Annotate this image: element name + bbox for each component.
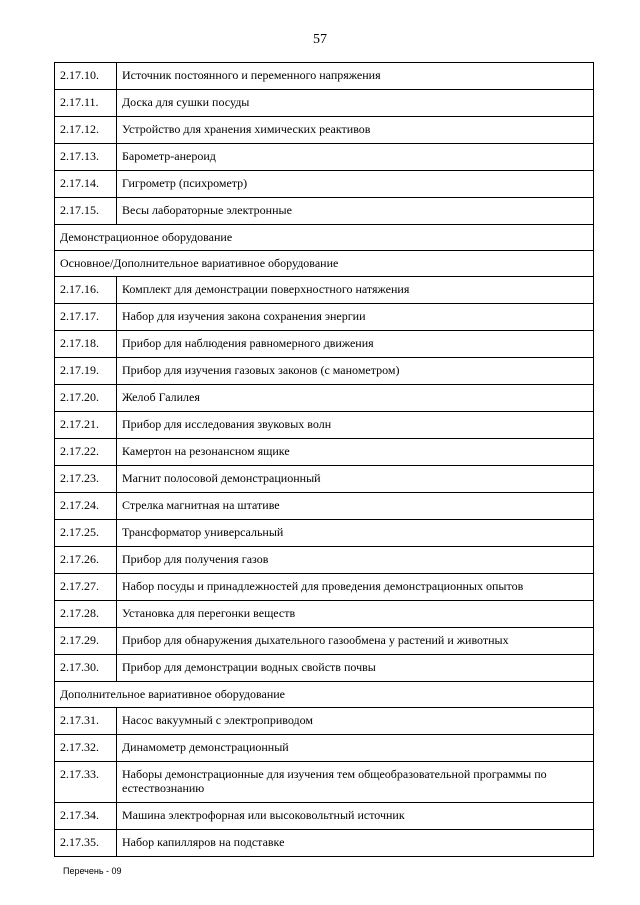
item-number: 2.17.10. — [55, 63, 117, 90]
table-row — [55, 358, 594, 385]
item-name: Прибор для обнаружения дыхательного газообмена у растений и животных — [117, 628, 594, 655]
table-row — [55, 708, 594, 735]
table-row — [55, 493, 594, 520]
item-name: Стрелка магнитная на штативе — [117, 493, 594, 520]
footer-label: Перечень - 09 — [63, 866, 122, 876]
item-name: Магнит полосовой демонстрационный — [117, 466, 594, 493]
item-name: Источник постоянного и переменного напряжения — [117, 63, 594, 90]
item-name: Прибор для получения газов — [117, 547, 594, 574]
table-row — [55, 63, 594, 90]
item-name: Насос вакуумный с электроприводом — [117, 708, 594, 735]
item-name: Машина электрофорная или высоковольтный источник — [117, 803, 594, 830]
item-name: Камертон на резонансном ящике — [117, 439, 594, 466]
item-number: 2.17.30. — [55, 655, 117, 682]
item-name: Установка для перегонки веществ — [117, 601, 594, 628]
item-name: Весы лабораторные электронные — [117, 198, 594, 225]
page-number: 57 — [313, 32, 327, 47]
item-name: Устройство для хранения химических реактивов — [117, 117, 594, 144]
item-number: 2.17.13. — [55, 144, 117, 171]
item-number: 2.17.25. — [55, 520, 117, 547]
item-name: Прибор для наблюдения равномерного движения — [117, 331, 594, 358]
equipment-table — [54, 62, 594, 857]
item-name: Комплект для демонстрации поверхностного натяжения — [117, 277, 594, 304]
table-row — [55, 277, 594, 304]
item-number: 2.17.27. — [55, 574, 117, 601]
item-number: 2.17.14. — [55, 171, 117, 198]
item-name: Гигрометр (психрометр) — [117, 171, 594, 198]
item-name: Прибор для изучения газовых законов (с манометром) — [117, 358, 594, 385]
table-row — [55, 520, 594, 547]
item-number: 2.17.23. — [55, 466, 117, 493]
item-number: 2.17.20. — [55, 385, 117, 412]
item-number: 2.17.11. — [55, 90, 117, 117]
table-row — [55, 198, 594, 225]
table-row — [55, 466, 594, 493]
table-row — [55, 628, 594, 655]
item-name: Набор для изучения закона сохранения энергии — [117, 304, 594, 331]
section-header-row — [55, 251, 594, 277]
item-number: 2.17.29. — [55, 628, 117, 655]
item-name: Прибор для исследования звуковых волн — [117, 412, 594, 439]
table-row — [55, 412, 594, 439]
item-name: Желоб Галилея — [117, 385, 594, 412]
table-row — [55, 117, 594, 144]
item-number: 2.17.17. — [55, 304, 117, 331]
table-row — [55, 574, 594, 601]
item-name: Барометр-анероид — [117, 144, 594, 171]
item-number: 2.17.15. — [55, 198, 117, 225]
item-number: 2.17.21. — [55, 412, 117, 439]
table-row — [55, 331, 594, 358]
item-number: 2.17.24. — [55, 493, 117, 520]
section-header-text: Демонстрационное оборудование — [55, 225, 594, 251]
item-number: 2.17.32. — [55, 735, 117, 762]
section-header-row — [55, 682, 594, 708]
item-name: Доска для сушки посуды — [117, 90, 594, 117]
item-number: 2.17.26. — [55, 547, 117, 574]
table-row — [55, 803, 594, 830]
item-number: 2.17.12. — [55, 117, 117, 144]
table-row — [55, 144, 594, 171]
item-number: 2.17.34. — [55, 803, 117, 830]
item-number: 2.17.19. — [55, 358, 117, 385]
table-row — [55, 830, 594, 857]
item-number: 2.17.33. — [55, 762, 117, 803]
item-number: 2.17.18. — [55, 331, 117, 358]
table-row — [55, 762, 594, 803]
item-number: 2.17.31. — [55, 708, 117, 735]
table-row — [55, 171, 594, 198]
table-row — [55, 304, 594, 331]
item-name: Трансформатор универсальный — [117, 520, 594, 547]
section-header-text: Основное/Дополнительное вариативное оборудование — [55, 251, 594, 277]
item-number: 2.17.28. — [55, 601, 117, 628]
item-number: 2.17.22. — [55, 439, 117, 466]
section-header-text: Дополнительное вариативное оборудование — [55, 682, 594, 708]
table-row — [55, 90, 594, 117]
table-row — [55, 385, 594, 412]
item-name: Наборы демонстрационные для изучения тем общеобразовательной программы по естествознанию — [117, 762, 594, 803]
item-number: 2.17.16. — [55, 277, 117, 304]
equipment-table-body — [55, 63, 594, 857]
table-row — [55, 547, 594, 574]
table-row — [55, 439, 594, 466]
section-header-row — [55, 225, 594, 251]
item-number: 2.17.35. — [55, 830, 117, 857]
table-row — [55, 735, 594, 762]
table-row — [55, 655, 594, 682]
item-name: Динамометр демонстрационный — [117, 735, 594, 762]
item-name: Набор капилляров на подставке — [117, 830, 594, 857]
item-name: Набор посуды и принадлежностей для проведения демонстрационных опытов — [117, 574, 594, 601]
item-name: Прибор для демонстрации водных свойств почвы — [117, 655, 594, 682]
table-row — [55, 601, 594, 628]
